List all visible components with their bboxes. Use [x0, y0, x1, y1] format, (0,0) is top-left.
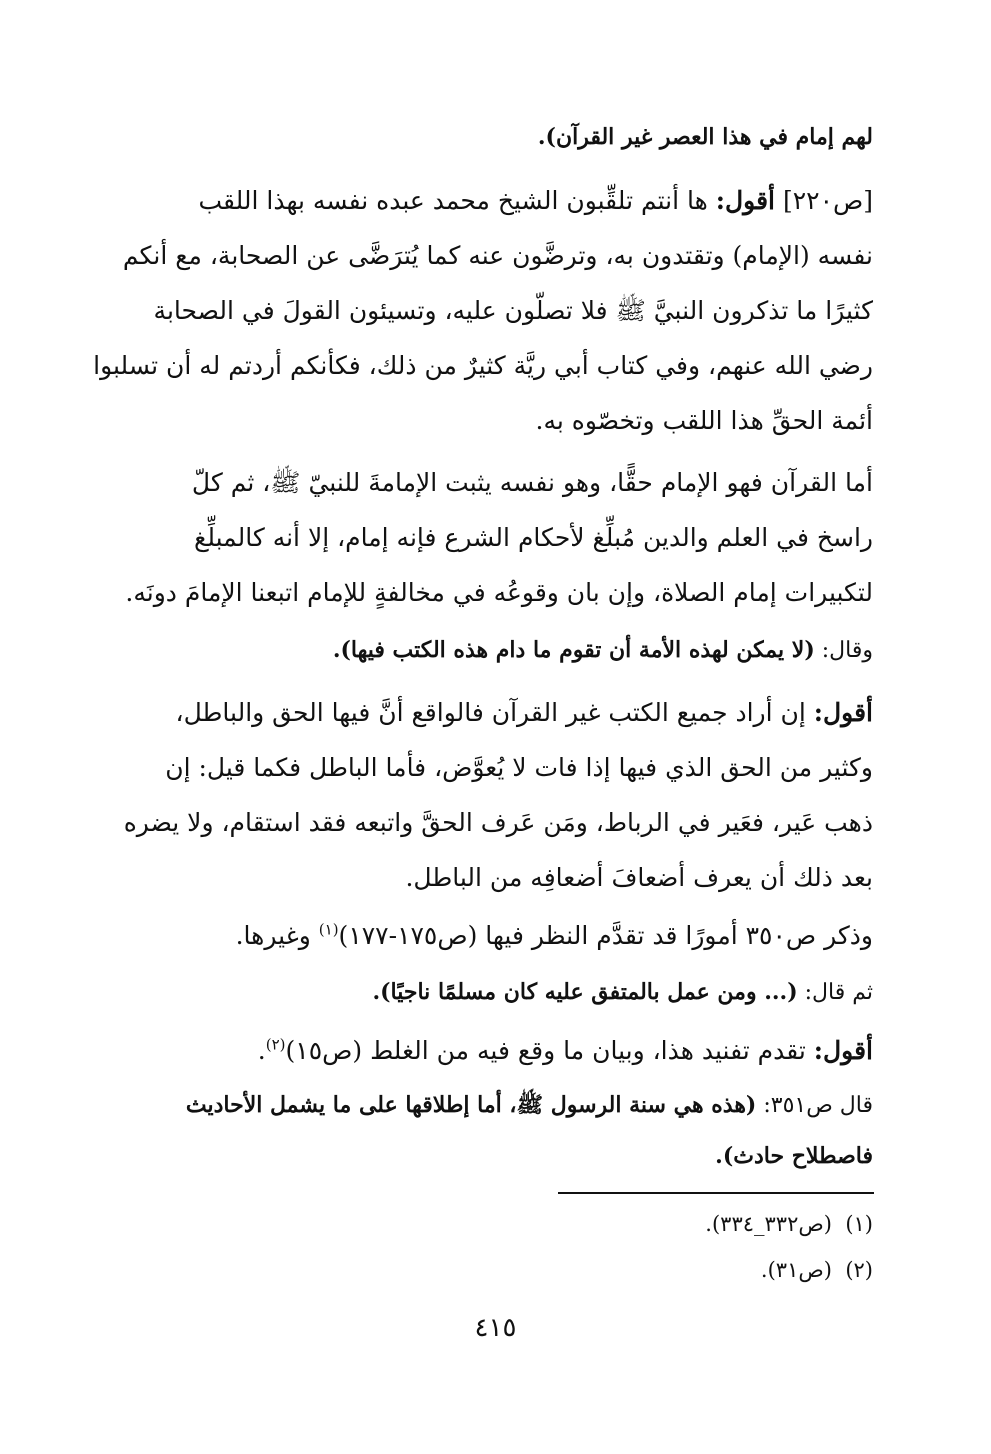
paragraph-3-line-1: أقول: إن أراد جميع الكتب غير القرآن فالواقع أنَّ فيها الحق والباطل، [175, 698, 873, 727]
quote-end-text: لهم إمام في هذا العصر غير القرآن). [537, 124, 873, 150]
paragraph-3-line-4: بعد ذلك أن يعرف أضعافَ أضعافِه من الباطل. [405, 863, 873, 892]
footnote-ref-1: (١) [318, 920, 339, 939]
paragraph-2-line-3: لتكبيرات إمام الصلاة، وإن بان وقوعُه في مخالفةٍ للإمام اتبعنا الإمامَ دونَه. [125, 578, 873, 607]
quote-4 [100, 1080, 873, 1181]
paragraph-3-text [100, 685, 873, 905]
paragraph-2-text [100, 455, 873, 620]
footnote-ref-2: (٢) [265, 1035, 286, 1054]
page-reference: [ص٢٢٠] [782, 186, 873, 215]
paragraph-5-text: أقول: تقدم تفنيد هذا، وبيان ما وقع فيه من الغلط (ص١٥)$^{(٢)}$. [257, 1035, 873, 1065]
footnote-1 [705, 1209, 873, 1239]
paragraph-5 [100, 1023, 873, 1078]
paragraph-2-line-1: أما القرآن فهو الإمام حقًّا، وهو نفسه يثبت الإمامةَ للنبيّ ﷺ، ثم كلّ [191, 468, 873, 497]
page-number: ٤١٥ [474, 1313, 517, 1343]
paragraph-1-line-2: نفسه (الإمام) وتقتدون به، وترضَّون عنه كما يُترَضَّى عن الصحابة، مع أنكم [122, 241, 873, 270]
footnote-separator [558, 1192, 874, 1194]
aqul-keyword: أقول: [813, 698, 873, 727]
paragraph-1-line-3: كثيرًا ما تذكرون النبيَّ ﷺ فلا تصلّون عليه، وتسيئون القولَ في الصحابة [153, 296, 873, 325]
quote-3-text: ثم قال: (... ومن عمل بالمتفق عليه كان مسلمًا ناجيًا). [372, 979, 873, 1005]
aqul-keyword: أقول: [813, 1036, 873, 1065]
quote-4-text [100, 1080, 873, 1181]
paragraph-3-line-3: ذهب عَير، فعَير في الرباط، ومَن عَرف الحقَّ واتبعه فقد استقام، ولا يضره [123, 808, 873, 837]
paragraph-1-line-4: رضي الله عنهم، وفي كتاب أبي ريَّة كثيرٌ من ذلك، فكأنكم أردتم له أن تسلبوا [93, 351, 873, 380]
quote-2-text: وقال: (لا يمكن لهذه الأمة أن تقوم ما دام هذه الكتب فيها). [332, 637, 873, 663]
footnote-2-text: (ص٣١). [760, 1258, 832, 1282]
aqul-keyword: أقول: [715, 186, 775, 215]
paragraph-3-line-2: وكثير من الحق الذي فيها إذا فات لا يُعوَّض، فأما الباطل فكما قيل: إن [165, 753, 873, 782]
quote-4-line-1: قال ص٣٥١: (هذه هي سنة الرسول ﷺ، أما إطلاقها على ما يشمل الأحاديث [185, 1092, 873, 1118]
footnote-1-number: (١) [845, 1212, 873, 1236]
paragraph-1 [93, 173, 873, 448]
quote-4-line-2: فاصطلاح حادث). [715, 1143, 873, 1169]
paragraph-4-text: وذكر ص٣٥٠ أمورًا قد تقدَّم النظر فيها (ص١٧٥-١٧٧)$^{(١)}$ وغيرها. [235, 920, 873, 950]
quote-2 [100, 625, 873, 676]
paragraph-1-line-5: أئمة الحقِّ هذا اللقب وتخصّوه به. [535, 406, 873, 435]
quote-continuation [100, 112, 873, 162]
footnote-1-text: (ص٣٣٢_٣٣٤). [705, 1212, 832, 1236]
footnote-2-number: (٢) [845, 1258, 873, 1282]
paragraph-2 [100, 455, 873, 620]
quote-3 [100, 967, 873, 1018]
footnote-2 [761, 1255, 873, 1285]
paragraph-2-line-2: راسخ في العلم والدين مُبلِّغ لأحكام الشرع فإنه إمام، إلا أنه كالمبلِّغ [194, 523, 873, 552]
paragraph-1-text [93, 173, 873, 448]
paragraph-1-line-1: [ص٢٢٠] أقول: ها أنتم تلقِّبون الشيخ محمد عبده نفسه بهذا اللقب [198, 186, 873, 215]
paragraph-3 [100, 685, 873, 905]
paragraph-4 [100, 908, 873, 963]
